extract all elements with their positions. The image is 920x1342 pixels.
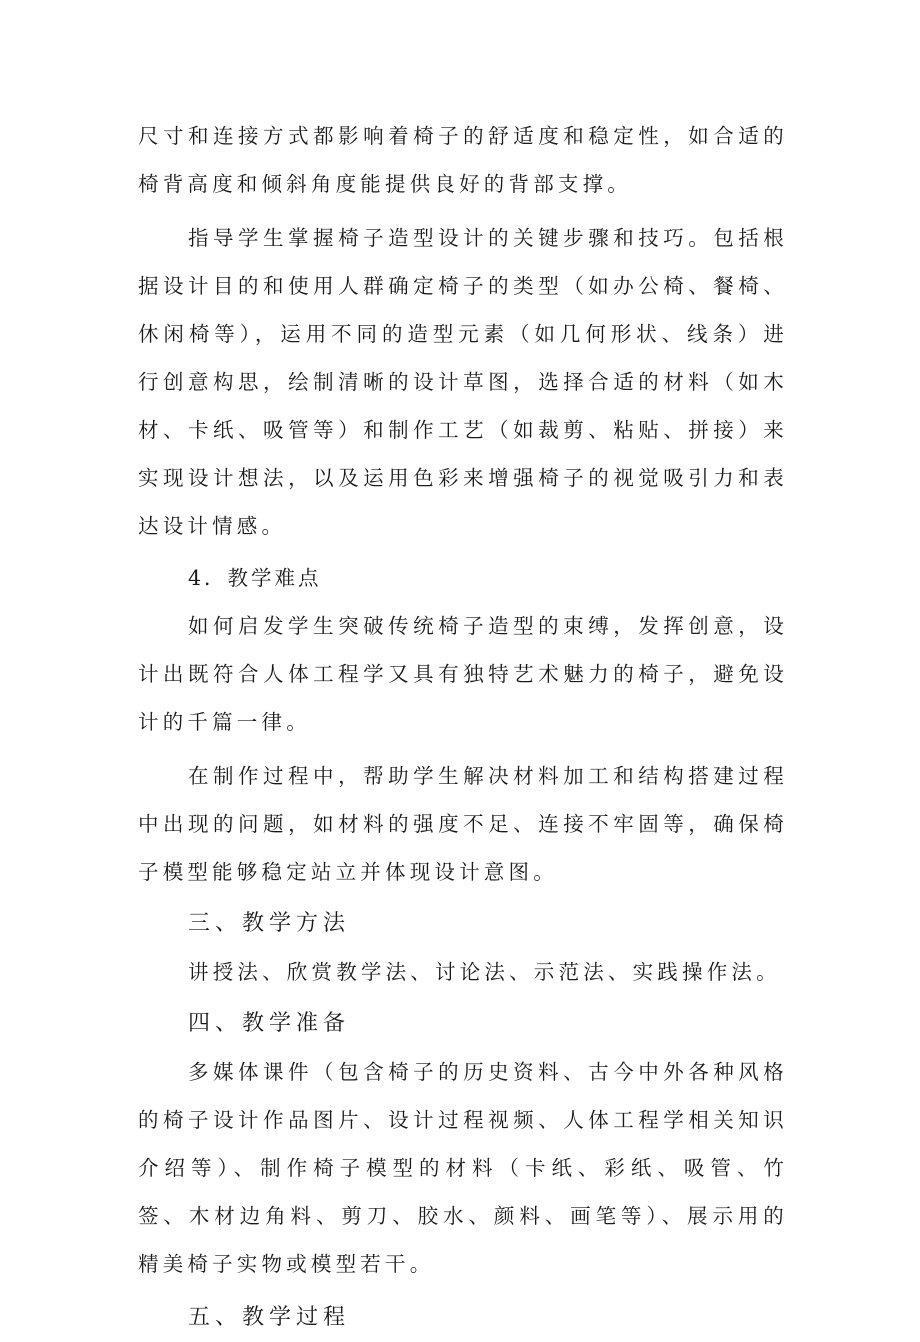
paragraph-methods-list: 讲授法、欣赏教学法、讨论法、示范法、实践操作法。 <box>188 960 781 984</box>
paragraph-chair-comfort: 尺寸和连接方式都影响着椅子的舒适度和稳定性，如合适的椅背高度和倾斜角度能提供良好的背部支撑。 <box>138 124 788 196</box>
paragraph-difficulty-construction: 在制作过程中，帮助学生解决材料加工和结构搭建过程中出现的问题，如材料的强度不足、连接不牢固等，确保椅子模型能够稳定站立并体现设计意图。 <box>138 764 788 884</box>
heading-teaching-process: 五、教学过程 <box>188 1305 351 1330</box>
paragraph-difficulty-creativity: 如何启发学生突破传统椅子造型的束缚，发挥创意，设计出既符合人体工程学又具有独特艺术魅力的椅子，避免设计的千篇一律。 <box>138 614 788 734</box>
heading-teaching-preparation: 四、教学准备 <box>188 1011 351 1036</box>
heading-teaching-difficulty: 4．教学难点 <box>188 566 322 590</box>
paragraph-design-steps: 指导学生掌握椅子造型设计的关键步骤和技巧。包括根据设计目的和使用人群确定椅子的类型（如办公椅、餐椅、休闲椅等），运用不同的造型元素（如几何形状、线条）进行创意构思，绘制清晰的设计草图，选择合适的材料（如木材、卡纸、吸管等）和制作工艺（如裁剪、粘贴、拼接）来实现设计想法，以及运用色彩来增强椅子的视觉吸引力和表达设计情感。 <box>138 226 788 538</box>
heading-teaching-methods: 三、教学方法 <box>188 911 351 936</box>
paragraph-preparation-materials: 多媒体课件（包含椅子的历史资料、古今中外各种风格的椅子设计作品图片、设计过程视频、人体工程学相关知识介绍等）、制作椅子模型的材料（卡纸、彩纸、吸管、竹签、木材边角料、剪刀、胶水、颜料、画笔等）、展示用的精美椅子实物或模型若干。 <box>138 1060 788 1276</box>
document-body <box>138 112 788 1342</box>
